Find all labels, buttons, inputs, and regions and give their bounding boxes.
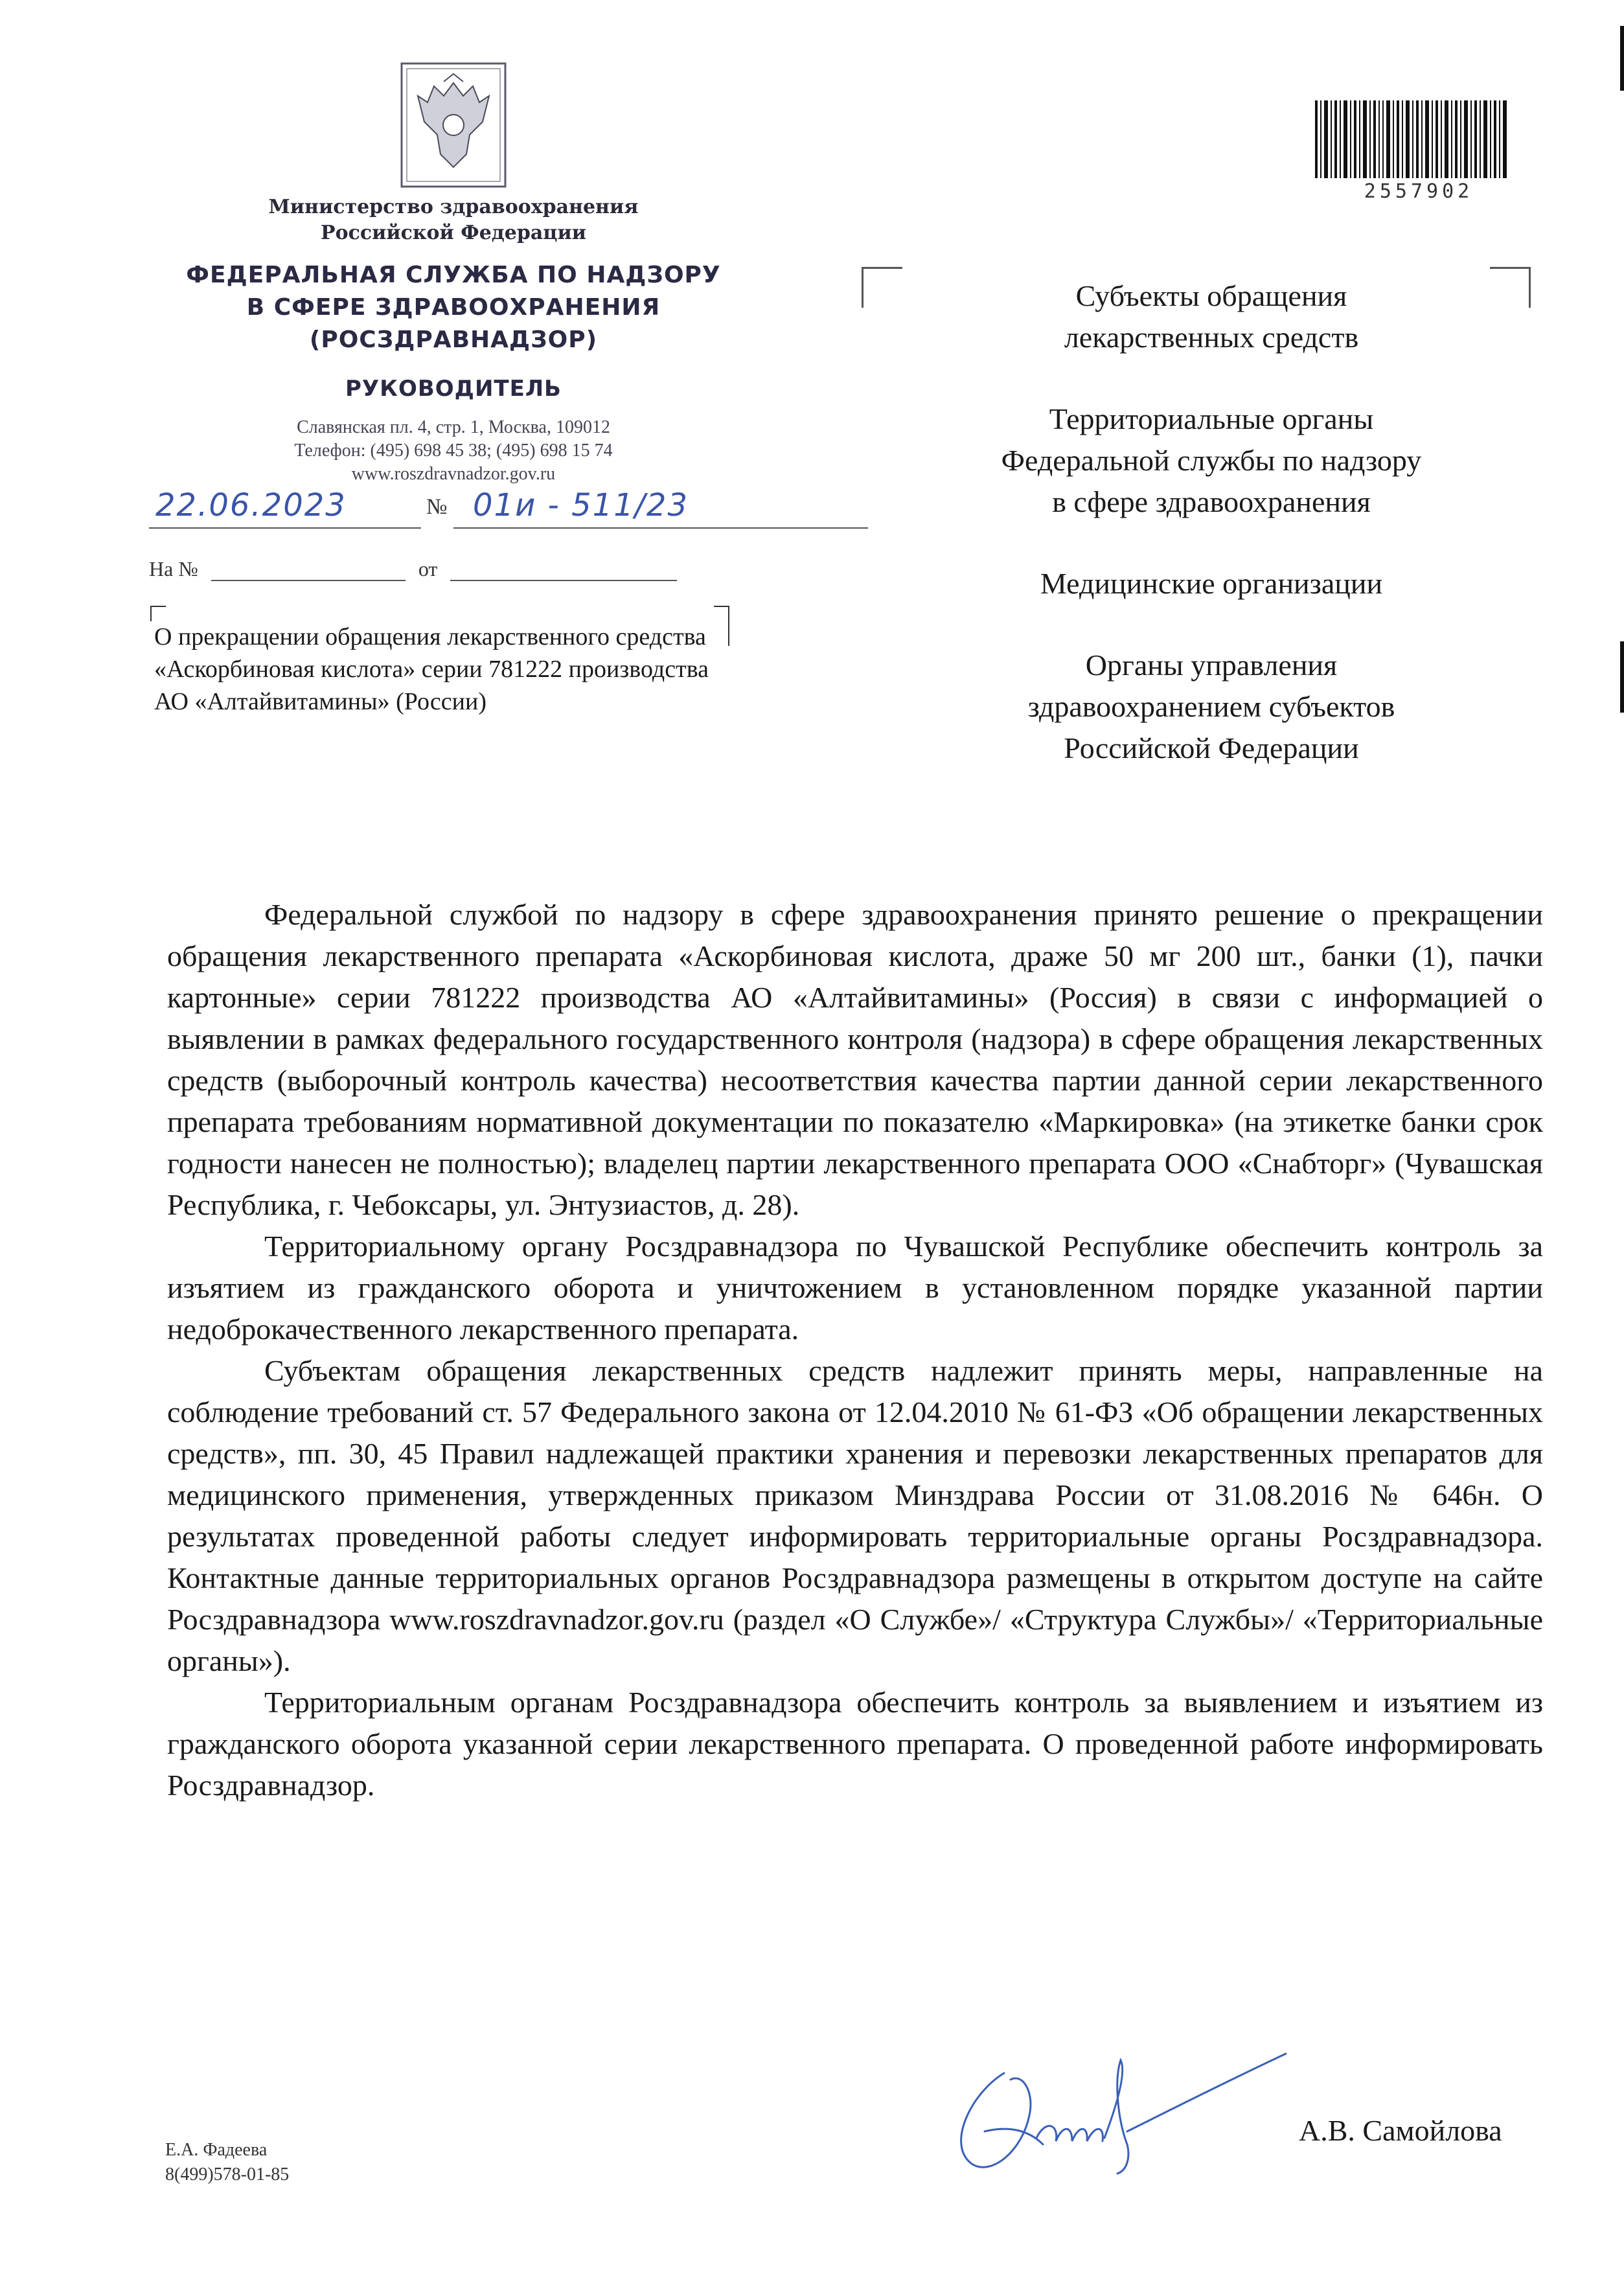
recipient-group [926,398,1496,523]
barcode-icon [1315,100,1509,178]
recipient-line: здравоохранением субъектов [1027,690,1395,723]
recipient-line: Органы управления [1085,648,1338,682]
from-blank [450,580,677,581]
recipient-line: лекарственных средств [1064,321,1359,354]
ref-label: На № [149,557,198,580]
number-underline [453,527,868,529]
scan-edge-mark [1620,26,1624,91]
recipient-line: Федеральной службы по надзору [1001,444,1422,477]
body-paragraph-3: Субъектам обращения лекарственных средств надлежит принять меры, направленные на соблюдение требований ст. 57 Федерального закона от 12.04.2010 № 61-ФЗ «Об обращении лекарственных средств», пп. 30, 45 Правил надлежащей практики хранения и перевозки лекарственных препаратов для медицинского применения, утвержденных приказом Минздрава России от 31.08.2016 № 646н. О результатах проведенной работы следует информировать территориальные органы Росздравнадзора. Контактные данные территориальных органов Росздравнадзора размещены в открытом доступе на сайте Росздравнадзора www.roszdravnadzor.gov.ru (раздел «О Службе»/ «Структура Службы»/ «Территориальные органы»). [167,1354,1543,1677]
postal-address: Славянская пл. 4, стр. 1, Москва, 109012 [297,417,610,437]
recipient-line: Субъекты обращения [1075,279,1347,312]
recipients-block [926,275,1496,769]
reference-line [149,557,677,581]
executor-info [165,2138,289,2187]
letter-subject: О прекращении обращения лекарственного средства «Аскорбиновая кислота» серии 781222 производства АО «Алтайвитамины» (России) [154,623,709,715]
subject-corner-left [150,606,166,621]
phone-line: Телефон: (495) 698 45 38; (495) 698 15 74 [294,441,613,461]
ministry-line-2: Российской Федерации [321,222,586,244]
recipient-group [926,645,1496,769]
service-name [130,259,777,356]
recipient-line: Медицинские организации [1040,567,1383,600]
handwritten-date: 22.06.2023 [155,487,347,523]
signer-name: А.В. Самойлова [1299,2114,1502,2147]
number-label: № [426,495,448,519]
handwritten-signature-icon [933,2034,1296,2183]
body-paragraph-4: Территориальным органам Росздравнадзора обеспечить контроль за выявлением и изъятием из гражданского оборота указанной серии лекарственного препарата. О проведенной работе информировать Росздравнадзор. [167,1686,1543,1802]
recipient-group [926,275,1496,358]
coat-of-arms-icon [389,57,518,193]
scan-edge-mark [1620,641,1624,713]
from-label: от [418,557,438,580]
addressee-corner-left [862,267,902,308]
role-title: РУКОВОДИТЕЛЬ [345,376,562,402]
registration-line [149,487,829,533]
body-paragraph-2: Территориальному органу Росздравнадзора по Чувашской Республике обеспечить контроль за изъятием из гражданского оборота и уничтожением в установленном порядке указанной партии недоброкачественного лекарственного препарата. [167,1230,1543,1346]
service-line-1: ФЕДЕРАЛЬНАЯ СЛУЖБА ПО НАДЗОРУ [186,262,721,288]
letter-body [167,894,1543,1806]
ministry-name [130,194,777,246]
ref-blank [211,580,406,581]
recipient-line: Территориальные органы [1049,402,1374,435]
service-line-3: (РОСЗДРАВНАДЗОР) [309,327,598,353]
barcode-number: 2557902 [1364,180,1474,203]
service-line-2: В СФЕРЕ ЗДРАВООХРАНЕНИЯ [246,294,661,321]
recipient-line: Российской Федерации [1064,731,1359,764]
recipient-group [926,563,1496,604]
date-underline [149,527,421,529]
executor-name: Е.А. Фадеева [165,2140,268,2160]
recipient-line: в сфере здравоохранения [1052,485,1371,518]
contact-block [130,416,777,486]
handwritten-number: 01и - 511/23 [473,487,689,523]
executor-phone: 8(499)578-01-85 [165,2164,290,2185]
ministry-line-1: Министерство здравоохранения [268,196,639,218]
website-line: www.roszdravnadzor.gov.ru [351,464,556,484]
body-paragraph-1: Федеральной службой по надзору в сфере здравоохранения принято решение о прекращении обращения лекарственного препарата «Аскорбиновая кислота, драже 50 мг 200 шт., банки (1), пачки картонные» серии 781222 производства АО «Алтайвитамины» (Россия) в связи с информацией о выявлении в рамках федерального государственного контроля (надзора) в сфере обращения лекарственных средств (выборочный контроль качества) несоответствия качества партии данной серии лекарственного препарата требованиям нормативной документации по показателю «Маркировка» (на этикетке банки срок годности нанесен не полностью); владелец партии лекарственного препарата ООО «Снабторг» (Чувашская Республика, г. Чебоксары, ул. Энтузиастов, д. 28). [167,898,1543,1221]
letterhead [130,194,777,486]
